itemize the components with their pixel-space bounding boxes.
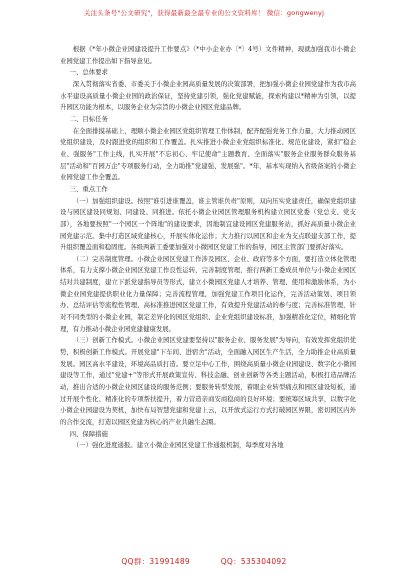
- document-body: [60, 44, 356, 452]
- section-heading-key-work: 三、重点工作: [69, 184, 108, 193]
- section-heading-safeguards: 四、保障措施: [69, 429, 108, 438]
- section-heading-general: 一、总体要求: [69, 68, 108, 77]
- body-paragraph: （三）创新工作模式。小微企业园区党建要坚持以"服务企业、服务发展"为导向，有效发挥党组织优势，积极创新工作模式。开展党建"下车间、进宿舍"活动，全面融入园区生产生活，全力助推企业高质量发展。园区高水平建设，环境高品质打造。要立足中心工作，围绕高质量小微企业园建设、数字化小微园建设等工作，通过"党建+"等形式开展政策宣传、科技金融、创业创新等各类主题活动，积极打造品牌活动，推出合适的小微企业园区建设的服务范例；要服务转型发展，着眼企业转型痛点和园区建设短板，通过开展个性化、精准化的专项帮扶提升，着力营造亲商安商稳商的良好环境；要统筹区域共享，以数字化小微企业园建设为契机，加快布局智慧党建和党建上云，以开放式运行方式打破园区界限，密切园区内外的合作交流，打造以园区党建为核心的产业共融生态圈。: [60, 336, 356, 426]
- body-paragraph: （一）加强组织建设。按照"谁引进谁覆盖，谁主管谁负责"原则，双向压实党建责任，确保党组织建设与园区建设同规划、同建设、同推进。依托小微企业园区管理服务机构建立园区党委（党总支、党支部），各地要按照"一个园区一个阵地"的建设要求，因地制宜建设园区党建服务站，抓好高质量小微企业园党建示范。集中打造区域党建核心，开展实体化运作；大力推行以园区和企业为支点联建支部工作，提升组织覆盖面和稳固度。各级两新工委要加强对小微园区党建工作的指导，园区主管部门要抓好落实。: [60, 196, 356, 252]
- body-paragraph: 在全面排摸基础上，理顺小微企业园区党组织管理工作体制，配齐配强党务工作力量，大力推动园区党组织建设，及时跟进党的组织和工作覆盖。扎实推进小微企业党组织标准化、规范化建设，紧扣"稳企业、强服务"工作主线，扎实开展"不忘初心、牢记使命"主题教育、全面落实"服务企业服务群众服务基层"活动和"百园万企"专项服务行动，全力助推"党建强、发展强"。*年，基本实现纳入省级备案的小微企业园党建工作全覆盖。: [60, 126, 356, 182]
- qq-group-text: QQ群：31991489: [121, 557, 191, 566]
- contact-footer: [0, 556, 408, 567]
- qq-text: QQ：535304092: [220, 557, 287, 566]
- body-paragraph: 深入贯彻落实省委、市委关于小微企业园高质量发展的决策部署，把加强小微企业园党建作为我市高水平建设高质量小微企业园的政治保证，坚持党建引领，强化党建赋能，探索构建以*精神为引领，以提升园区功能为根本，以服务企业为宗旨的小微企业园区党建品牌。: [60, 79, 356, 112]
- section-heading-goals: 二、目标任务: [69, 114, 108, 123]
- promo-banner: 关注头条号"公文研究"，获得最新最全最专业的公文资料库！ 微信：gongwenyj: [83, 9, 325, 17]
- intro-paragraph: 根据《*年小微企业园建设提升工作要点》（*中小企业办〔*〕4号）文件精神，现就加强我市小微企业园党建工作提出如下指导意见。: [60, 45, 356, 65]
- body-paragraph: （二）完善制度管理。小微企业园区党建工作涉及园区、企业、政府等多个方面，要打造立体化管理体系，有力支撑小微企业园区党建工作良性运转，完善制度管理，推行两新工委成员单位与小微企业园区结对共建制度，建立下派党建指导员等形式，建立小微园区党建人才培养、管理、使用和激励体系，为小微企业园党建提供职业化力量保障；完善流程管理，加强党建工作项目化运作，完善活动策划、项目领办、总结评估等流程性管理，高标准推进园区党建工作，有效提升党建活动的参与度；完善标准管理，针对不同类型的小微企业园，制定差异化的园区党组织、企业党组织建设标准，加强精准化定位，精细化管理，有力推动小微企业园党建健康发展。: [60, 254, 356, 333]
- body-paragraph: （一）强化进度通报。建立小微企业园区党建工作通报机制，每季度对各地: [72, 441, 284, 450]
